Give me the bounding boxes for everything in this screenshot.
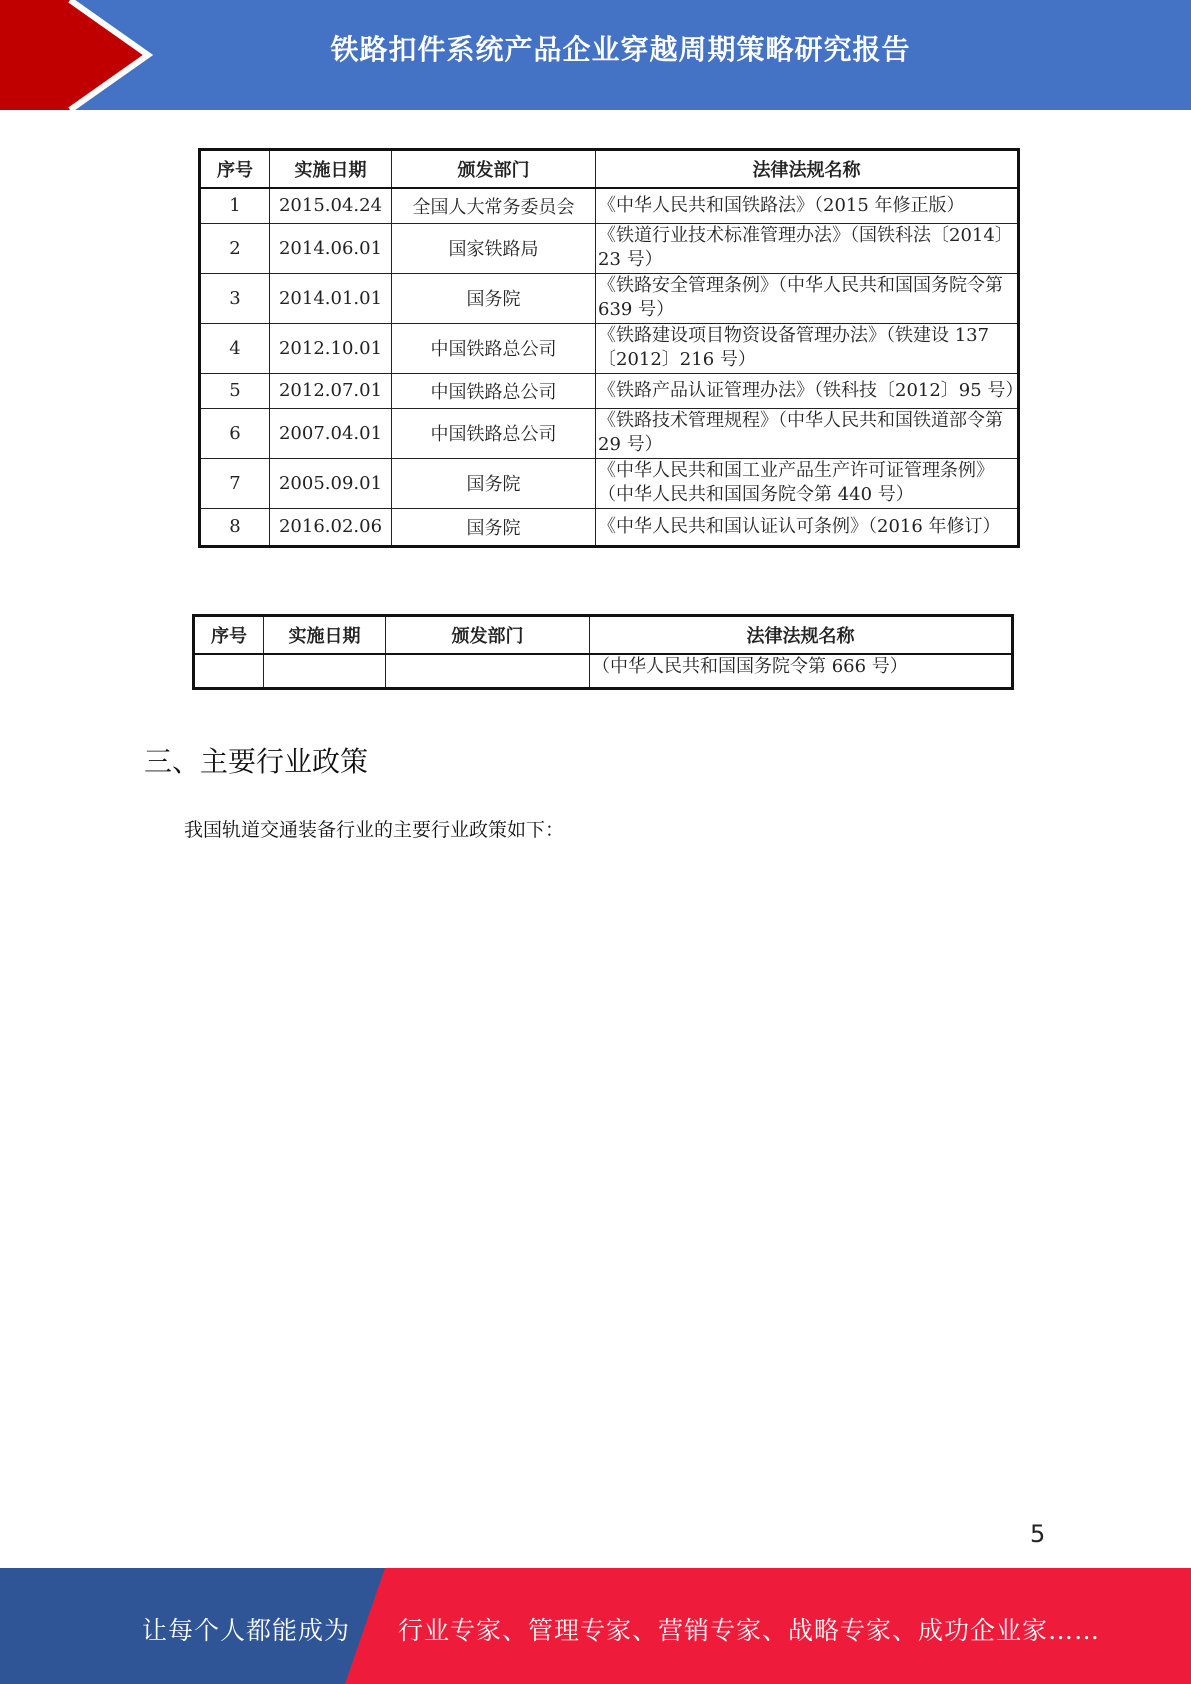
table-row [200, 408, 1019, 458]
cell-law-name: 《铁路技术管理规程》（中华人民共和国铁道部令第 29 号） [596, 408, 1019, 458]
table-row [194, 654, 1013, 688]
table-row [200, 458, 1019, 508]
cell-law-name: （中华人民共和国国务院令第 666 号） [590, 654, 1013, 688]
header-banner [0, 0, 1191, 110]
page-number: 5 [1030, 1520, 1046, 1548]
cell-index: 6 [200, 408, 270, 458]
table-header-row [194, 616, 1013, 655]
laws-table-continued [192, 614, 1014, 690]
header-cell-law-name: 法律法规名称 [590, 616, 1013, 655]
table-row [200, 373, 1019, 408]
cell-date: 2012.10.01 [270, 323, 392, 373]
header-cell-department: 颁发部门 [392, 150, 596, 189]
cell-date [264, 654, 386, 688]
cell-department: 国务院 [392, 458, 596, 508]
table-row [200, 223, 1019, 273]
cell-department: 中国铁路总公司 [392, 373, 596, 408]
table-row [200, 508, 1019, 546]
cell-index: 5 [200, 373, 270, 408]
section-paragraph: 我国轨道交通装备行业的主要行业政策如下： [184, 819, 565, 841]
cell-date: 2014.01.01 [270, 273, 392, 323]
cell-law-name: 《中华人民共和国认证认可条例》（2016 年修订） [596, 508, 1019, 546]
header-cell-index: 序号 [194, 616, 264, 655]
table-row [200, 323, 1019, 373]
cell-index: 2 [200, 223, 270, 273]
cell-law-name: 《铁道行业技术标准管理办法》（国铁科法〔2014〕23 号） [596, 223, 1019, 273]
cell-department [386, 654, 590, 688]
cell-law-name: 《铁路产品认证管理办法》（铁科技〔2012〕95 号） [596, 373, 1019, 408]
footer-slogan-right: 行业专家、管理专家、营销专家、战略专家、成功企业家…… [398, 1616, 1101, 1645]
cell-index: 4 [200, 323, 270, 373]
report-title: 铁路扣件系统产品企业穿越周期策略研究报告 [330, 33, 911, 66]
cell-date: 2014.06.01 [270, 223, 392, 273]
cell-index: 7 [200, 458, 270, 508]
cell-law-name: 《铁路安全管理条例》（中华人民共和国国务院令第 639 号） [596, 273, 1019, 323]
header-cell-index: 序号 [200, 150, 270, 189]
cell-law-name: 《中华人民共和国工业产品生产许可证管理条例》（中华人民共和国国务院令第 440 号） [596, 458, 1019, 508]
footer-slogan-left: 让每个人都能成为 [142, 1616, 351, 1645]
table-row [200, 273, 1019, 323]
cell-department: 国家铁路局 [392, 223, 596, 273]
section-heading: 三、主要行业政策 [144, 745, 369, 778]
header-cell-date: 实施日期 [270, 150, 392, 189]
cell-department: 国务院 [392, 508, 596, 546]
footer-banner [0, 1568, 1191, 1684]
cell-index [194, 654, 264, 688]
cell-index: 3 [200, 273, 270, 323]
cell-date: 2012.07.01 [270, 373, 392, 408]
header-cell-law-name: 法律法规名称 [596, 150, 1019, 189]
cell-index: 1 [200, 188, 270, 223]
table-header-row [200, 150, 1019, 189]
cell-department: 全国人大常务委员会 [392, 188, 596, 223]
cell-index: 8 [200, 508, 270, 546]
cell-date: 2016.02.06 [270, 508, 392, 546]
cell-date: 2007.04.01 [270, 408, 392, 458]
cell-date: 2005.09.01 [270, 458, 392, 508]
cell-department: 中国铁路总公司 [392, 408, 596, 458]
cell-department: 国务院 [392, 273, 596, 323]
cell-law-name: 《中华人民共和国铁路法》（2015 年修正版） [596, 188, 1019, 223]
cell-date: 2015.04.24 [270, 188, 392, 223]
table-row [200, 188, 1019, 223]
header-cell-department: 颁发部门 [386, 616, 590, 655]
laws-table [198, 148, 1024, 548]
cell-law-name: 《铁路建设项目物资设备管理办法》（铁建设 137〔2012〕216 号） [596, 323, 1019, 373]
cell-department: 中国铁路总公司 [392, 323, 596, 373]
header-cell-date: 实施日期 [264, 616, 386, 655]
